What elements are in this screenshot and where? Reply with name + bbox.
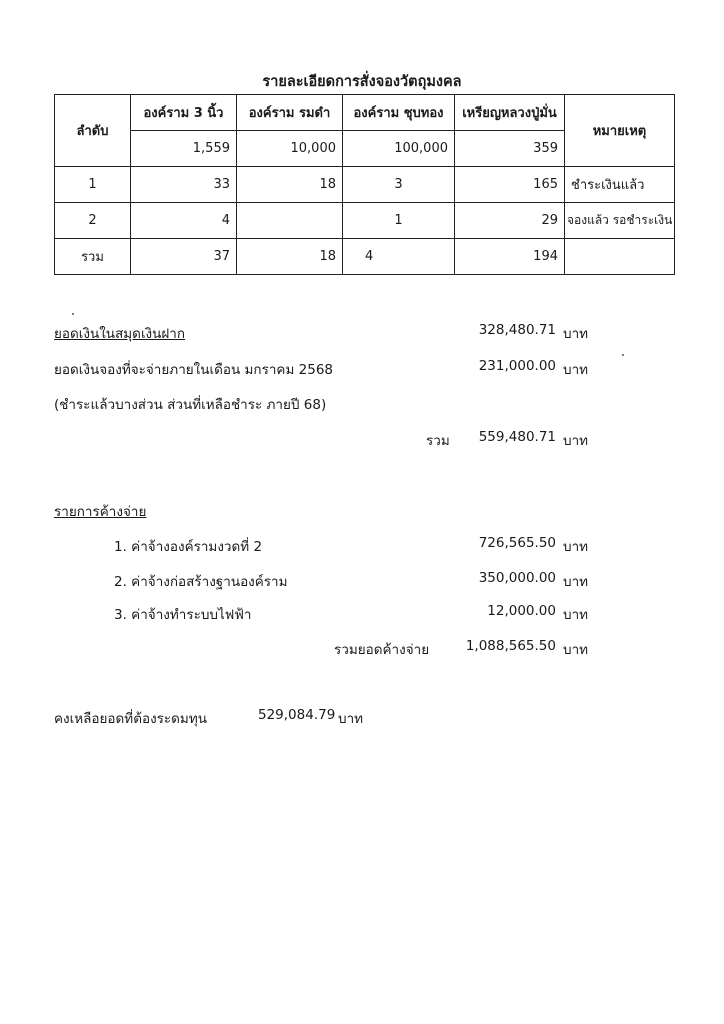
remaining-amount: 529,084.79 bbox=[258, 707, 336, 723]
total-remark bbox=[565, 239, 675, 275]
unit-label: บาท bbox=[563, 433, 589, 449]
payment-note: (ชำระแล้วบางส่วน ส่วนที่เหลือชำระ ภายปี 68) bbox=[54, 397, 327, 413]
order-table bbox=[54, 94, 675, 275]
payable-item-amount: 12,000.00 bbox=[487, 603, 556, 619]
payables-heading: รายการค้างจ่าย bbox=[54, 504, 147, 520]
item-name-header: องค์ราม รมดำ bbox=[237, 95, 343, 131]
item-name-header: เหรียญหลวงปู่มั่น bbox=[455, 95, 565, 131]
document-title: รายละเอียดการสั่งจองวัตถุมงคล bbox=[262, 74, 462, 90]
payable-item-amount: 350,000.00 bbox=[478, 570, 556, 586]
quantity-cell: 4 bbox=[131, 203, 237, 239]
unit-label: บาท bbox=[563, 607, 589, 623]
row-number: 2 bbox=[55, 203, 131, 239]
quantity-cell: 29 bbox=[455, 203, 565, 239]
table-total-row bbox=[55, 239, 675, 275]
total-cell: 37 bbox=[131, 239, 237, 275]
payables-total-amount: 1,088,565.50 bbox=[465, 638, 556, 654]
remark-cell: ชำระเงินแล้ว bbox=[565, 167, 675, 203]
unit-label: บาท bbox=[563, 574, 589, 590]
remark-cell: จองแล้ว รอชำระเงิน bbox=[565, 203, 675, 239]
item-name-header: องค์ราม ชุบทอง bbox=[343, 95, 455, 131]
item-price: 10,000 bbox=[237, 131, 343, 167]
payable-item-label: 2. ค่าจ้างก่อสร้างฐานองค์ราม bbox=[114, 574, 288, 590]
row-number: 1 bbox=[55, 167, 131, 203]
unit-label: บาท bbox=[338, 711, 364, 727]
bank-balance-amount: 328,480.71 bbox=[478, 322, 556, 338]
unit-label: บาท bbox=[563, 362, 589, 378]
quantity-cell: 3 bbox=[343, 167, 455, 203]
balance-sum-amount: 559,480.71 bbox=[478, 429, 556, 445]
total-label: รวม bbox=[55, 239, 131, 275]
total-cell: 4 bbox=[343, 239, 455, 275]
total-cell: 18 bbox=[237, 239, 343, 275]
quantity-cell bbox=[237, 203, 343, 239]
table-header-row bbox=[55, 95, 675, 131]
quantity-cell: 33 bbox=[131, 167, 237, 203]
payables-total-label: รวมยอดค้างจ่าย bbox=[334, 642, 430, 658]
quantity-cell: 18 bbox=[237, 167, 343, 203]
item-price: 1,559 bbox=[131, 131, 237, 167]
scan-speck bbox=[622, 354, 624, 356]
remaining-label: คงเหลือยอดที่ต้องระดมทุน bbox=[54, 711, 207, 727]
bank-balance-label: ยอดเงินในสมุดเงินฝาก bbox=[54, 326, 186, 342]
reserve-amount: 231,000.00 bbox=[478, 358, 556, 374]
payable-item-label: 3. ค่าจ้างทำระบบไฟฟ้า bbox=[114, 607, 252, 623]
payable-item-label: 1. ค่าจ้างองค์รามงวดที่ 2 bbox=[114, 539, 263, 555]
scan-speck bbox=[72, 313, 74, 315]
item-price: 100,000 bbox=[343, 131, 455, 167]
quantity-cell: 165 bbox=[455, 167, 565, 203]
remark-header: หมายเหตุ bbox=[565, 95, 675, 167]
reserve-label: ยอดเงินจองที่จะจ่ายภายในเดือน มกราคม 2568 bbox=[54, 362, 333, 378]
payable-item-amount: 726,565.50 bbox=[478, 535, 556, 551]
unit-label: บาท bbox=[563, 642, 589, 658]
quantity-cell: 1 bbox=[343, 203, 455, 239]
unit-label: บาท bbox=[563, 539, 589, 555]
item-name-header: องค์ราม 3 นิ้ว bbox=[131, 95, 237, 131]
row-number-header: ลำดับ bbox=[55, 95, 131, 167]
table-row bbox=[55, 167, 675, 203]
balance-sum-label: รวม bbox=[426, 433, 450, 449]
unit-label: บาท bbox=[563, 326, 589, 342]
item-price: 359 bbox=[455, 131, 565, 167]
table-row bbox=[55, 203, 675, 239]
total-cell: 194 bbox=[455, 239, 565, 275]
